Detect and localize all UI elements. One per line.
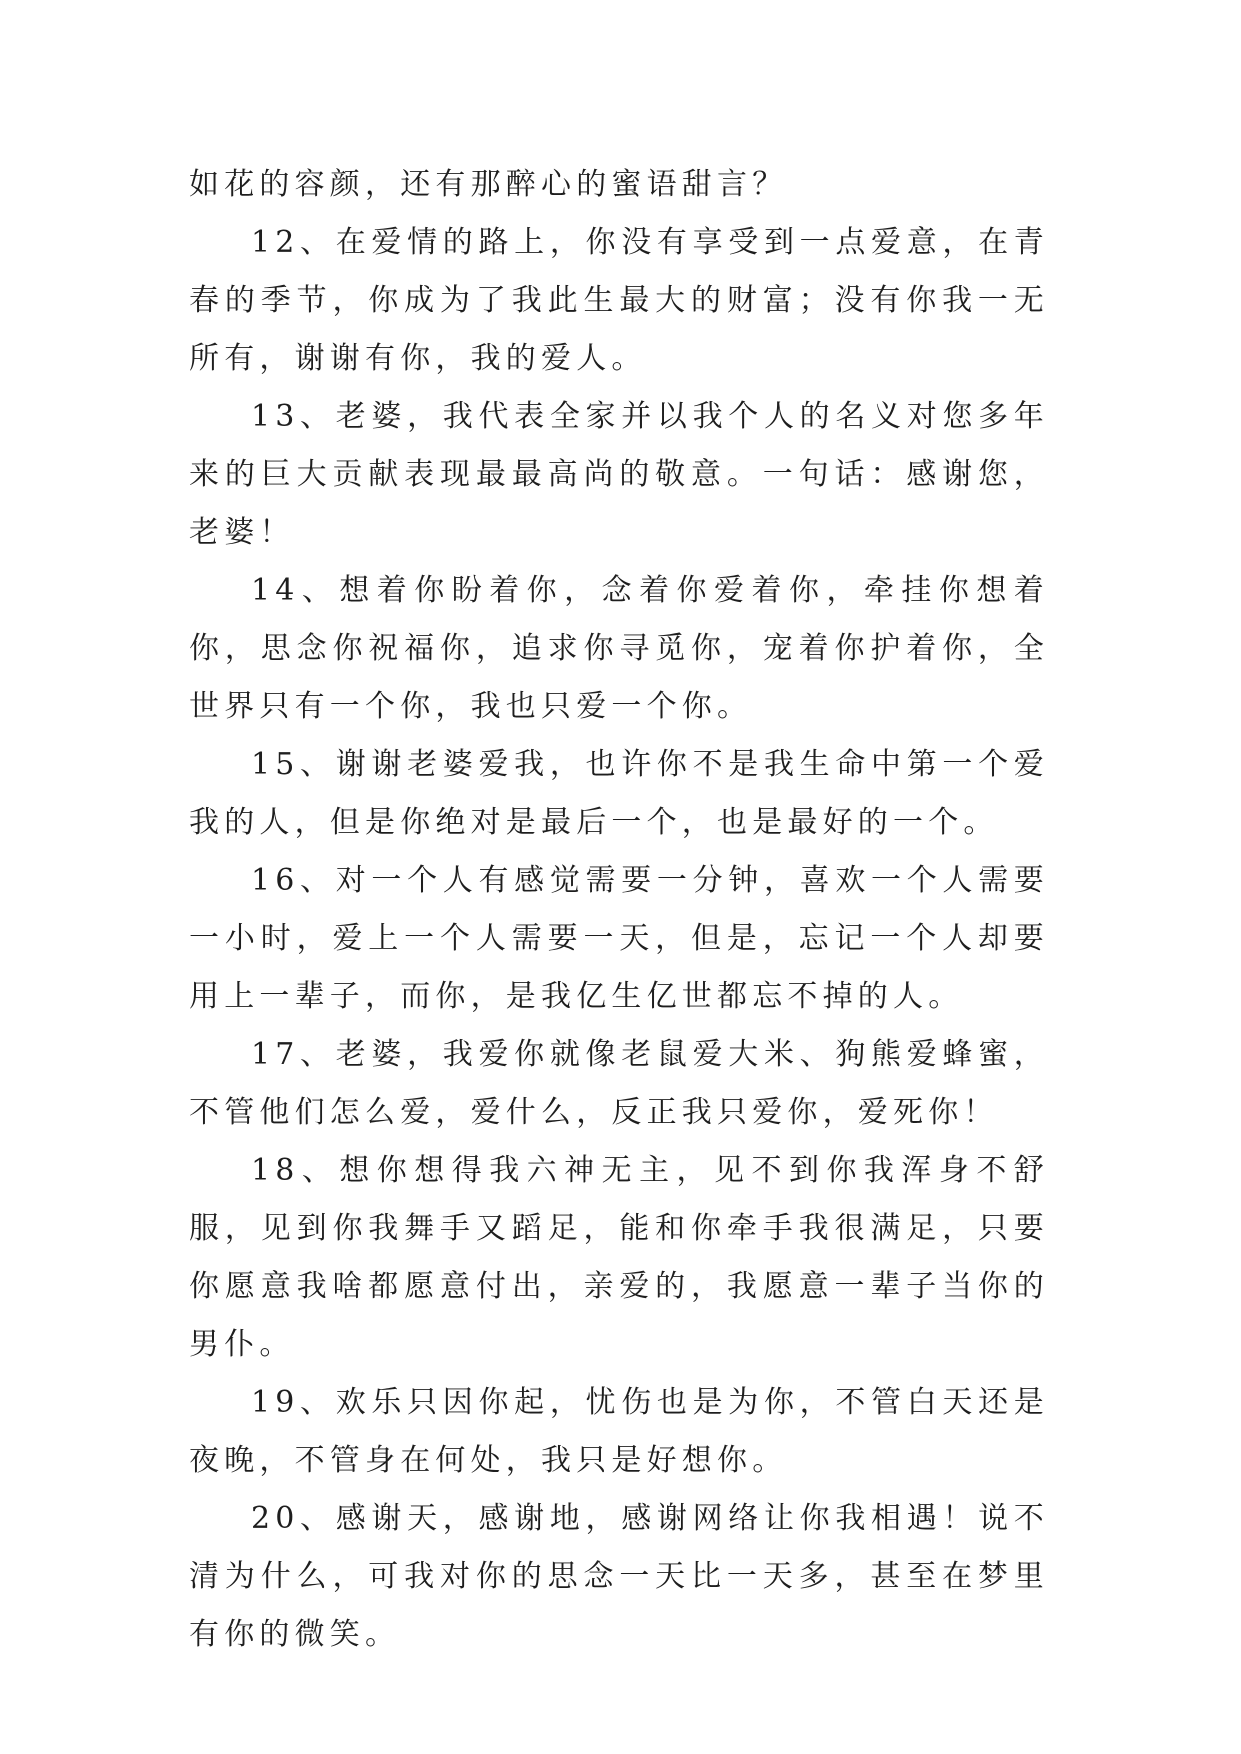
paragraph-13: 13、老婆，我代表全家并以我个人的名义对您多年来的巨大贡献表现最最高尚的敬意。一句话：感谢您，老婆！ [189,399,1049,550]
paragraph-14: 14、想着你盼着你，念着你爱着你，牵挂你想着你，思念你祝福你，追求你寻觅你，宠着你护着你，全世界只有一个你，我也只爱一个你。 [189,573,1049,724]
document-body [189,156,1049,1664]
paragraph-16: 16、对一个人有感觉需要一分钟，喜欢一个人需要一小时，爱上一个人需要一天，但是，忘记一个人却要用上一辈子，而你，是我亿生亿世都忘不掉的人。 [189,863,1049,1014]
paragraph-18: 18、想你想得我六神无主，见不到你我浑身不舒服，见到你我舞手又蹈足，能和你牵手我很满足，只要你愿意我啥都愿意付出，亲爱的，我愿意一辈子当你的男仆。 [189,1153,1049,1362]
paragraph-17: 17、老婆，我爱你就像老鼠爱大米、狗熊爱蜂蜜，不管他们怎么爱，爱什么，反正我只爱你，爱死你！ [189,1037,1049,1130]
paragraph-20: 20、感谢天，感谢地，感谢网络让你我相遇！说不清为什么，可我对你的思念一天比一天多，甚至在梦里有你的微笑。 [189,1501,1049,1652]
paragraph-19: 19、欢乐只因你起，忧伤也是为你，不管白天还是夜晚，不管身在何处，我只是好想你。 [189,1385,1049,1478]
paragraph-15: 15、谢谢老婆爱我，也许你不是我生命中第一个爱我的人，但是你绝对是最后一个，也是最好的一个。 [189,747,1049,840]
paragraph-12: 12、在爱情的路上，你没有享受到一点爱意，在青春的季节，你成为了我此生最大的财富；没有你我一无所有，谢谢有你，我的爱人。 [189,225,1049,376]
paragraph-continuation: 如花的容颜，还有那醉心的蜜语甜言？ [189,167,788,202]
